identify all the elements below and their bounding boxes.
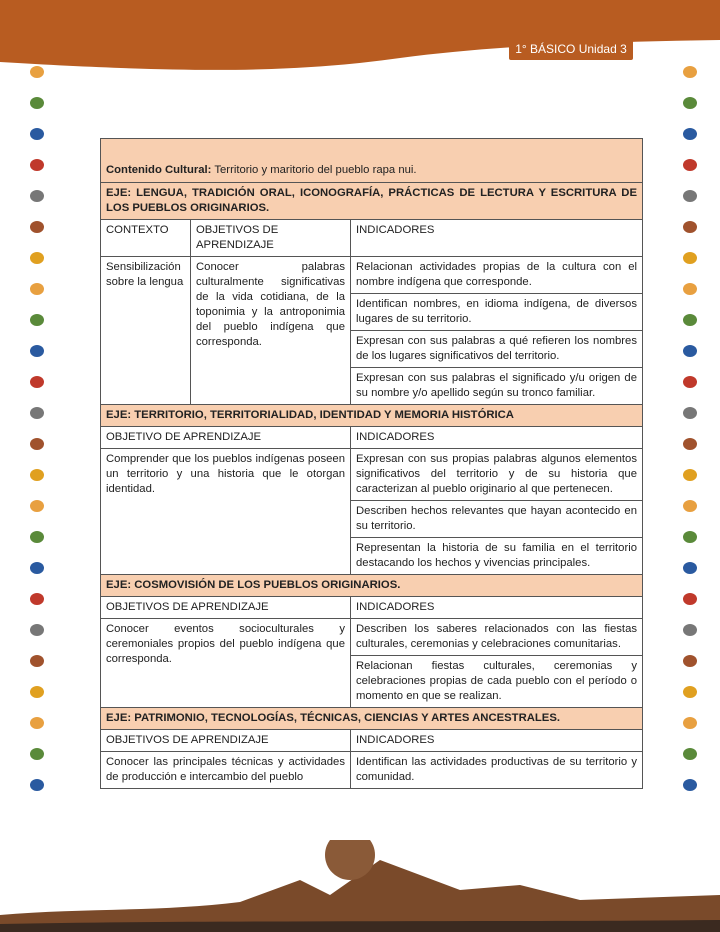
decorative-icon: [30, 593, 44, 605]
decorative-icon: [30, 655, 44, 667]
decorative-icon: [683, 717, 697, 729]
cultural-content-row: Contenido Cultural: Territorio y maritorio del pueblo rapa nui.: [101, 139, 643, 183]
decorative-icon: [30, 500, 44, 512]
decorative-icon: [683, 748, 697, 760]
decorative-icon: [30, 686, 44, 698]
eje2-title: EJE: TERRITORIO, TERRITORIALIDAD, IDENTIDAD Y MEMORIA HISTÓRICA: [106, 409, 514, 421]
curriculum-table: Contenido Cultural: Territorio y maritorio del pueblo rapa nui. EJE: LENGUA, TRADICIÓN ORAL, ICONOGRAFÍA, PRÁCTICAS DE LECTURA Y ESCRITURA DE LOS PUEBLOS ORIGINARIOS. CONTEXTO OBJETIVOS DE APRENDIZAJE INDICADORES Sensibilización sobre la lengua Conocer palabras culturalmente significativas de la vida cotidiana, de la toponimia y la antroponimia del pueblo indígena que corresponda. Relacionan actividades propias de la cultura con el nombre indígena que corresponde. Identifican nombres, en idioma indígena, de diversos lugares de su territorio. Expresan con sus palabras a qué refieren los nombres de los lugares significativos del territorio. Expresan con sus palabras el significado y/u origen de su nombre y/o apellido según su tronco familiar. EJE: TERRITORIO, TERRITORIALIDAD, IDENTIDAD Y MEMORIA HISTÓRICA OBJETIVO DE APRENDIZAJE INDICADORES Comprender que los pueblos indígenas poseen un territorio y una historia que le otorgan identidad. Expresan con sus propias palabras algunos elementos significativos del territorio y de su historia que caracterizan al pueblo originario al que pertenecen. Describen hechos relevantes que hayan acontecido en su territorio. Representan la historia de su familia en el territorio destacando los hechos y vivencias principales. EJE: COSMOVISIÓN DE LOS PUEBLOS ORIGINARIOS. OBJETIVOS DE APRENDIZAJE INDICADORES Conocer eventos socioculturales y ceremoniales propios del pueblo indígena que corresponda. Describen los saberes relacionados con las fiestas culturales, ceremonias y celebraciones comunitarias. Relacionan fiestas culturales, ceremonias y celebraciones propias de cada pueblo con el período o momento en que se realizan. EJE: PATRIMONIO, TECNOLOGÍAS, TÉCNICAS, CIENCIAS Y ARTES ANCESTRALES. OBJETIVOS DE APRENDIZAJE INDICADORES Conocer las principales técnicas y actividades de producción e intercambio del pueblo Identifican las actividades productivas de su territorio y comunidad.: [100, 138, 643, 789]
decorative-icon: [683, 159, 697, 171]
decorative-icon: [683, 407, 697, 419]
decorative-icon: [30, 531, 44, 543]
decorative-icon: [30, 221, 44, 233]
eje4-title: EJE: PATRIMONIO, TECNOLOGÍAS, TÉCNICAS, CIENCIAS Y ARTES ANCESTRALES.: [106, 712, 561, 724]
decorative-icon: [30, 345, 44, 357]
decorative-icon: [30, 562, 44, 574]
objetivo: Conocer palabras culturalmente significativas de la vida cotidiana, de la toponimia y la antroponimia del pueblo indígena que corresponda.: [191, 257, 351, 405]
decorative-icon: [683, 221, 697, 233]
decorative-icon: [683, 376, 697, 388]
decorative-icon: [683, 469, 697, 481]
decorative-icon: [30, 66, 44, 78]
decorative-icon: [683, 190, 697, 202]
decorative-icon: [683, 562, 697, 574]
decorative-icon: [683, 252, 697, 264]
decorative-icon: [683, 314, 697, 326]
decorative-icon: [683, 500, 697, 512]
decorative-icon: [30, 252, 44, 264]
decorative-icon: [30, 283, 44, 295]
decorative-icon: [30, 159, 44, 171]
decorative-icon: [30, 314, 44, 326]
decorative-icon: [30, 407, 44, 419]
decorative-icon: [30, 469, 44, 481]
decorative-icon: [30, 128, 44, 140]
contexto: Sensibilización sobre la lengua: [101, 257, 191, 405]
decorative-icon: [30, 190, 44, 202]
decorative-icon: [683, 531, 697, 543]
decorative-icon: [683, 624, 697, 636]
decorative-icon: [30, 748, 44, 760]
decorative-icon: [30, 438, 44, 450]
landscape-footer-illustration: [0, 840, 720, 932]
decorative-icon: [30, 97, 44, 109]
eje3-title: EJE: COSMOVISIÓN DE LOS PUEBLOS ORIGINARIOS.: [106, 579, 401, 591]
grade-unit-badge: 1° BÁSICO Unidad 3: [509, 38, 633, 60]
decorative-icon: [30, 376, 44, 388]
eje1-title: EJE: LENGUA, TRADICIÓN ORAL, ICONOGRAFÍA, PRÁCTICAS DE LECTURA Y ESCRITURA DE LOS PUEBLOS ORIGINARIOS.: [106, 187, 637, 214]
decorative-icon: [30, 624, 44, 636]
decorative-icon: [683, 283, 697, 295]
decorative-icon: [683, 686, 697, 698]
decorative-icon: [30, 717, 44, 729]
decorative-icon: [683, 345, 697, 357]
decorative-icon: [683, 128, 697, 140]
decorative-icon: [683, 593, 697, 605]
decorative-icon: [30, 779, 44, 791]
decorative-icon: [683, 66, 697, 78]
decorative-icon: [683, 97, 697, 109]
decorative-icon: [683, 655, 697, 667]
decorative-icon: [683, 779, 697, 791]
decorative-icon: [683, 438, 697, 450]
